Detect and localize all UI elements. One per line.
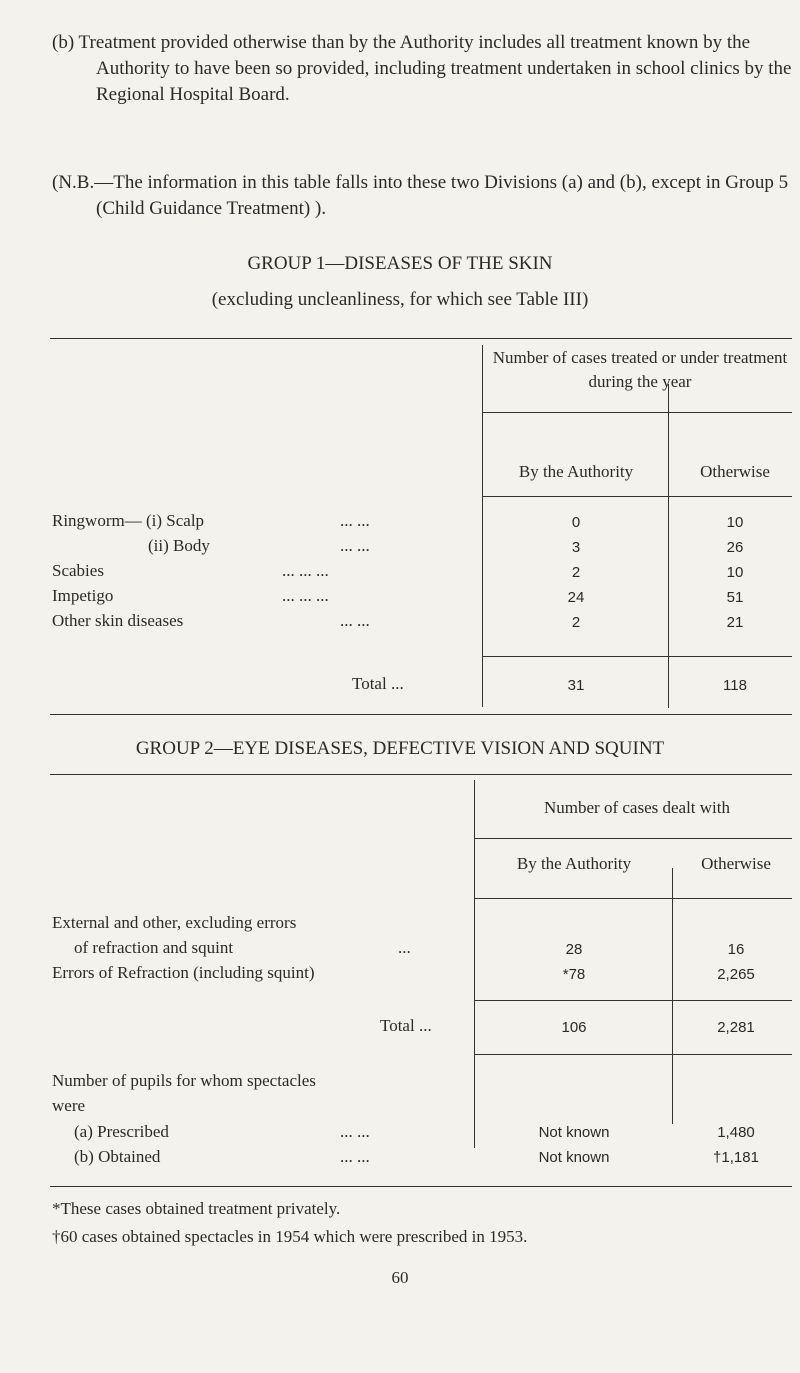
- leader-dots: ... ... ...: [282, 561, 329, 580]
- group2-col-authority: By the Authority: [516, 854, 632, 873]
- authority-value: *78: [562, 966, 586, 983]
- row-label: (ii) Body: [148, 536, 210, 555]
- table-column-rule: [672, 868, 673, 1124]
- leader-dots: ... ...: [340, 536, 370, 555]
- table-rule: [50, 774, 792, 775]
- table-rule: [474, 838, 792, 839]
- table-rule: [50, 714, 792, 715]
- group2-header-main: Number of cases dealt with: [544, 798, 730, 817]
- spectacles-label: Number of pupils for whom spectacles: [52, 1071, 316, 1090]
- table-rule: [482, 656, 792, 657]
- row-label: (a) Prescribed: [74, 1122, 169, 1141]
- group1-header-main: Number of cases treated or under treatment during the year: [492, 348, 788, 391]
- group1-col-otherwise: Otherwise: [700, 462, 770, 481]
- authority-value: 24: [567, 589, 585, 606]
- row-label-continued: of refraction and squint: [74, 938, 234, 957]
- row-label: Ringworm— (i) Scalp: [52, 511, 205, 530]
- authority-value: 28: [565, 941, 583, 958]
- table-rule: [474, 898, 792, 899]
- authority-value: 3: [571, 539, 581, 556]
- table-column-rule: [668, 384, 669, 708]
- otherwise-value: 1,480: [717, 1124, 755, 1141]
- otherwise-value: 16: [727, 941, 745, 958]
- otherwise-value: 26: [726, 539, 744, 556]
- paragraph-b: (b) Treatment provided otherwise than by the Authority includes all treatment known by the Authority to have been so provided, including treatment undertaken in school clinics by the Regional Hospital Board.: [52, 32, 792, 105]
- otherwise-value: 10: [726, 564, 744, 581]
- otherwise-value: 21: [726, 614, 744, 631]
- total-authority: 31: [567, 677, 585, 694]
- authority-value: 2: [571, 614, 581, 631]
- otherwise-value: 51: [726, 589, 744, 606]
- total-label: Total ...: [380, 1016, 432, 1035]
- table-rule: [482, 496, 792, 497]
- authority-value: 2: [571, 564, 581, 581]
- row-label: Other skin diseases: [52, 611, 184, 630]
- leader-dots: ... ...: [340, 1147, 370, 1166]
- footnote-star: *These cases obtained treatment privately.: [52, 1199, 341, 1218]
- table-column-rule: [474, 780, 475, 1148]
- total-label: Total ...: [352, 674, 404, 693]
- table-rule: [482, 412, 792, 413]
- row-label: (b) Obtained: [74, 1147, 161, 1166]
- row-label: Scabies: [52, 561, 104, 580]
- group2-title: GROUP 2—EYE DISEASES, DEFECTIVE VISION AND SQUINT: [135, 738, 665, 759]
- group2-col-otherwise: Otherwise: [701, 854, 771, 873]
- leader-dots: ... ...: [340, 1122, 370, 1141]
- table-rule: [50, 338, 792, 339]
- table-rule: [474, 1054, 792, 1055]
- authority-value: Not known: [538, 1124, 610, 1141]
- total-otherwise: 118: [723, 677, 747, 694]
- otherwise-value: 10: [726, 514, 744, 531]
- table-column-rule: [482, 345, 483, 707]
- row-label: External and other, excluding errors: [52, 913, 297, 932]
- group1-col-authority: By the Authority: [518, 462, 634, 481]
- otherwise-value: 2,265: [717, 966, 755, 983]
- leader-dots: ... ... ...: [282, 586, 329, 605]
- total-otherwise: 2,281: [717, 1019, 755, 1036]
- footnote-dagger: †60 cases obtained spectacles in 1954 which were prescribed in 1953.: [52, 1227, 528, 1246]
- leader-dots: ... ...: [340, 511, 370, 530]
- table-rule: [50, 1186, 792, 1187]
- paragraph-nb: (N.B.—The information in this table falls into these two Divisions (a) and (b), except in Group 5 (Child Guidance Treatment) ).: [52, 172, 789, 219]
- authority-value: Not known: [538, 1149, 610, 1166]
- row-label: Impetigo: [52, 586, 114, 605]
- group1-subtitle: (excluding uncleanliness, for which see Table III): [211, 289, 589, 310]
- row-label: Errors of Refraction (including squint): [52, 963, 315, 982]
- total-authority: 106: [561, 1019, 587, 1036]
- leader-dots: ...: [398, 938, 411, 957]
- table-rule: [474, 1000, 792, 1001]
- spectacles-label-continued: were: [52, 1096, 86, 1115]
- otherwise-value: †1,181: [713, 1149, 759, 1166]
- page-number: 60: [391, 1268, 409, 1287]
- authority-value: 0: [571, 514, 581, 531]
- group1-title: GROUP 1—DISEASES OF THE SKIN: [247, 253, 553, 274]
- leader-dots: ... ...: [340, 611, 370, 630]
